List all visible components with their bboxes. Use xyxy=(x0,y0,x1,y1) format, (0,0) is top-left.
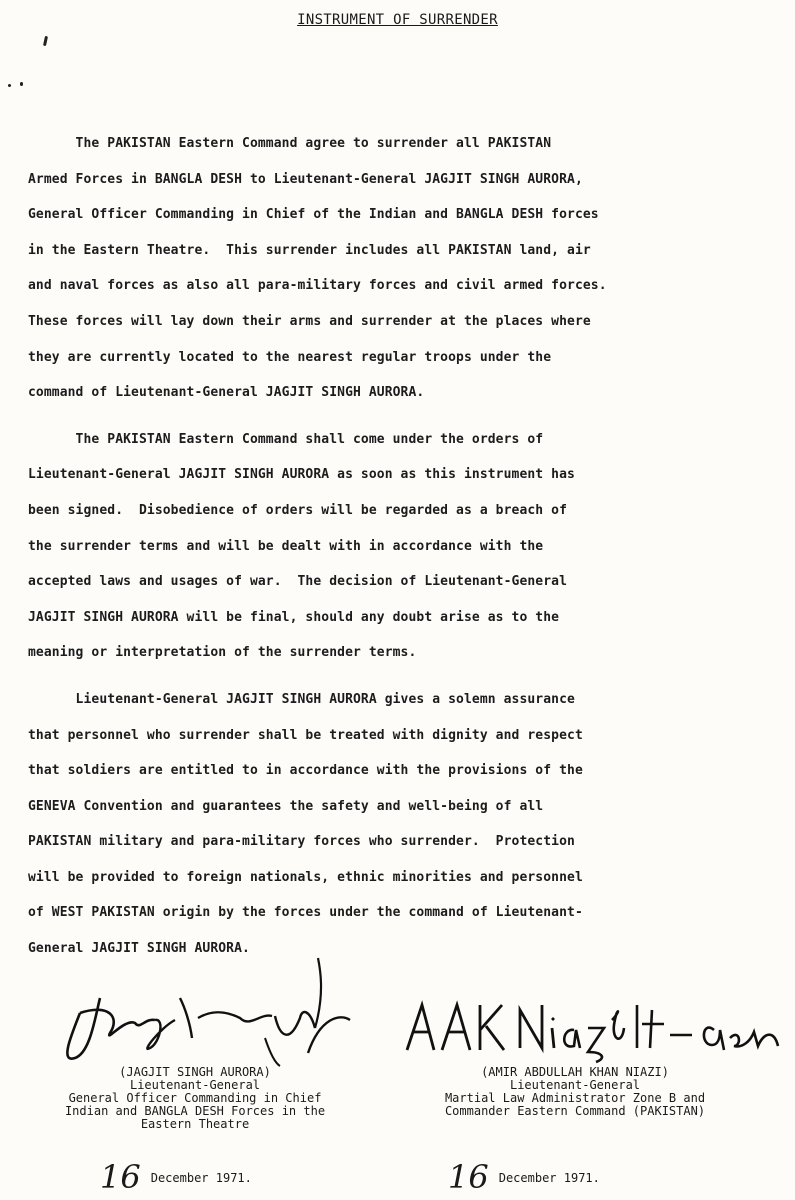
signatory-rank: Lieutenant-General xyxy=(129,1078,261,1092)
paragraph xyxy=(28,422,788,671)
text-line: PAKISTAN military and para-military forces who surrender. Protection xyxy=(28,834,575,850)
signatory-rank: Lieutenant-General xyxy=(509,1078,641,1092)
text-line: that soldiers are entitled to in accordance with the provisions of the xyxy=(28,763,583,779)
paragraph xyxy=(28,682,788,967)
signatory-niazi xyxy=(390,1066,760,1118)
signatory-aurora xyxy=(20,1066,370,1131)
stray-mark xyxy=(43,36,48,46)
text-line: General Officer Commanding in Chief of the Indian and BANGLA DESH forces xyxy=(28,207,599,223)
text-line: JAGJIT SINGH AURORA will be final, should any doubt arise as to the xyxy=(28,609,560,625)
text-line: of WEST PAKISTAN origin by the forces under the command of Lieutenant- xyxy=(28,905,583,921)
text-line: GENEVA Convention and guarantees the safety and well-being of all xyxy=(28,798,544,814)
text-line: the surrender terms and will be dealt with in accordance with the xyxy=(28,538,544,554)
text-line: command of Lieutenant-General JAGJIT SINGH AURORA. xyxy=(28,385,425,401)
signature-aurora xyxy=(40,958,360,1073)
text-line: been signed. Disobedience of orders will be regarded as a breach of xyxy=(28,502,568,518)
text-line: and naval forces as also all para-military forces and civil armed forces. xyxy=(28,278,607,294)
text-line: Lieutenant-General JAGJIT SINGH AURORA gives a solemn assurance xyxy=(28,691,575,707)
date-day-handwritten: 16 xyxy=(448,1158,489,1196)
signatory-name: (AMIR ABDULLAH KHAN NIAZI) xyxy=(481,1065,669,1079)
date-niazi xyxy=(448,1158,600,1196)
signatory-role-line: Eastern Theatre xyxy=(140,1117,250,1131)
text-line: The PAKISTAN Eastern Command agree to surrender all PAKISTAN xyxy=(28,136,552,151)
date-aurora xyxy=(100,1158,252,1196)
text-line: Lieutenant-General JAGJIT SINGH AURORA as soon as this instrument has xyxy=(28,467,575,483)
text-line: in the Eastern Theatre. This surrender includes all PAKISTAN land, air xyxy=(28,242,591,258)
stray-dot xyxy=(8,84,11,87)
stray-dot xyxy=(20,82,23,86)
surrender-terms xyxy=(28,126,788,978)
date-month-year: December 1971. xyxy=(498,1171,600,1185)
text-line: These forces will lay down their arms and surrender at the places where xyxy=(28,313,591,329)
text-line: meaning or interpretation of the surrender terms. xyxy=(28,645,417,661)
date-month-year: December 1971. xyxy=(150,1171,252,1185)
signatory-role-line: Martial Law Administrator Zone B and xyxy=(444,1091,706,1105)
document-title: INSTRUMENT OF SURRENDER xyxy=(297,12,498,28)
text-line: they are currently located to the nearest regular troops under the xyxy=(28,349,552,365)
signatory-role-line: General Officer Commanding in Chief xyxy=(68,1091,322,1105)
text-line: will be provided to foreign nationals, ethnic minorities and personnel xyxy=(28,869,583,885)
paragraph xyxy=(28,126,788,411)
text-line: Armed Forces in BANGLA DESH to Lieutenant-General JAGJIT SINGH AURORA, xyxy=(28,171,583,187)
text-line: The PAKISTAN Eastern Command shall come under the orders of xyxy=(28,431,544,447)
signatory-role-line: Commander Eastern Command (PAKISTAN) xyxy=(444,1104,706,1118)
date-day-handwritten: 16 xyxy=(100,1158,141,1196)
signature-niazi xyxy=(402,990,792,1065)
signatory-role-line: Indian and BANGLA DESH Forces in the xyxy=(64,1104,326,1118)
text-line: accepted laws and usages of war. The decision of Lieutenant-General xyxy=(28,574,568,590)
signatory-name: (JAGJIT SINGH AURORA) xyxy=(119,1065,271,1079)
text-line: that personnel who surrender shall be treated with dignity and respect xyxy=(28,727,583,743)
text-line: General JAGJIT SINGH AURORA. xyxy=(28,941,250,957)
